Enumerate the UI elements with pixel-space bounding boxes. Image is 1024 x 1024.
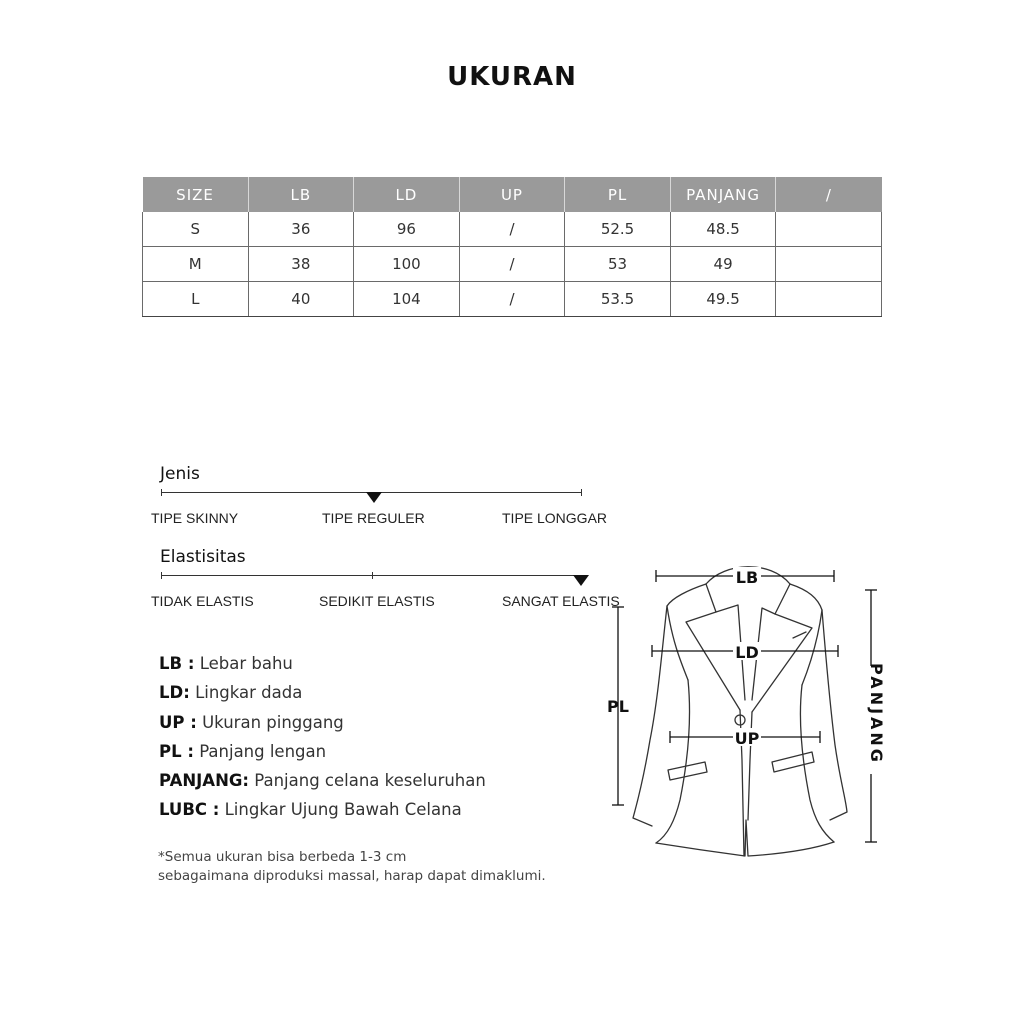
elastisitas-option-sangat: SANGAT ELASTIS <box>502 593 620 609</box>
legend-abbr: LB : <box>159 654 195 673</box>
header-panjang: PANJANG <box>670 177 776 212</box>
legend-abbr: LD: <box>159 683 190 703</box>
header-lb: LB <box>248 177 354 212</box>
table-cell: 53.5 <box>565 282 671 317</box>
table-cell: / <box>459 247 565 282</box>
legend-desc: Ukuran pinggang <box>202 712 344 732</box>
table-cell: / <box>459 212 565 247</box>
up-label: UP <box>734 729 760 748</box>
table-cell: 48.5 <box>670 212 776 247</box>
table-cell: 49 <box>670 247 776 282</box>
elastisitas-option-tidak: TIDAK ELASTIS <box>151 593 254 609</box>
page-title: UKURAN <box>447 62 577 92</box>
elastisitas-option-sedikit: SEDIKIT ELASTIS <box>319 593 435 609</box>
legend-abbr: UP : <box>159 712 197 732</box>
header-ld: LD <box>354 177 460 212</box>
header-pl: PL <box>565 177 671 212</box>
jenis-label: Jenis <box>160 464 200 484</box>
table-cell: M <box>143 247 249 282</box>
table-cell: 49.5 <box>670 282 776 317</box>
table-cell: L <box>143 282 249 317</box>
header-up: UP <box>459 177 565 212</box>
jenis-option-reguler: TIPE REGULER <box>322 510 425 526</box>
lb-label: LB <box>735 568 759 587</box>
table-cell: 96 <box>354 212 460 247</box>
table-cell: 53 <box>565 247 671 282</box>
ld-label: LD <box>735 643 759 662</box>
legend-abbr: PANJANG: <box>159 771 250 791</box>
legend-desc: Lebar bahu <box>199 654 293 673</box>
panjang-label: PANJANG <box>867 663 886 765</box>
table-cell: 100 <box>354 247 460 282</box>
pl-label: PL <box>607 697 629 716</box>
legend-desc: Panjang lengan <box>199 741 327 761</box>
jenis-option-skinny: TIPE SKINNY <box>151 510 239 526</box>
legend-desc: Lingkar dada <box>195 683 303 703</box>
table-cell: / <box>459 282 565 317</box>
note-line-2: sebagaimana diproduksi massal, harap dapat dimaklumi. <box>158 868 546 884</box>
jenis-option-longgar: TIPE LONGGAR <box>502 510 608 526</box>
legend-desc: Lingkar Ujung Bawah Celana <box>224 800 462 820</box>
blazer-outline-icon <box>633 567 847 856</box>
header-extra: / <box>776 177 882 212</box>
legend-abbr: LUBC : <box>159 800 220 820</box>
note-line-1: *Semua ukuran bisa berbeda 1-3 cm <box>158 849 407 865</box>
table-cell: 38 <box>248 247 354 282</box>
table-cell: 36 <box>248 212 354 247</box>
table-cell: S <box>143 212 249 247</box>
table-cell: 52.5 <box>565 212 671 247</box>
elastisitas-label: Elastisitas <box>160 547 246 567</box>
table-cell: 104 <box>354 282 460 317</box>
legend-abbr: PL : <box>159 741 194 761</box>
legend-desc: Panjang celana keseluruhan <box>254 771 486 791</box>
table-cell: 40 <box>248 282 354 317</box>
header-size: SIZE <box>143 177 249 212</box>
